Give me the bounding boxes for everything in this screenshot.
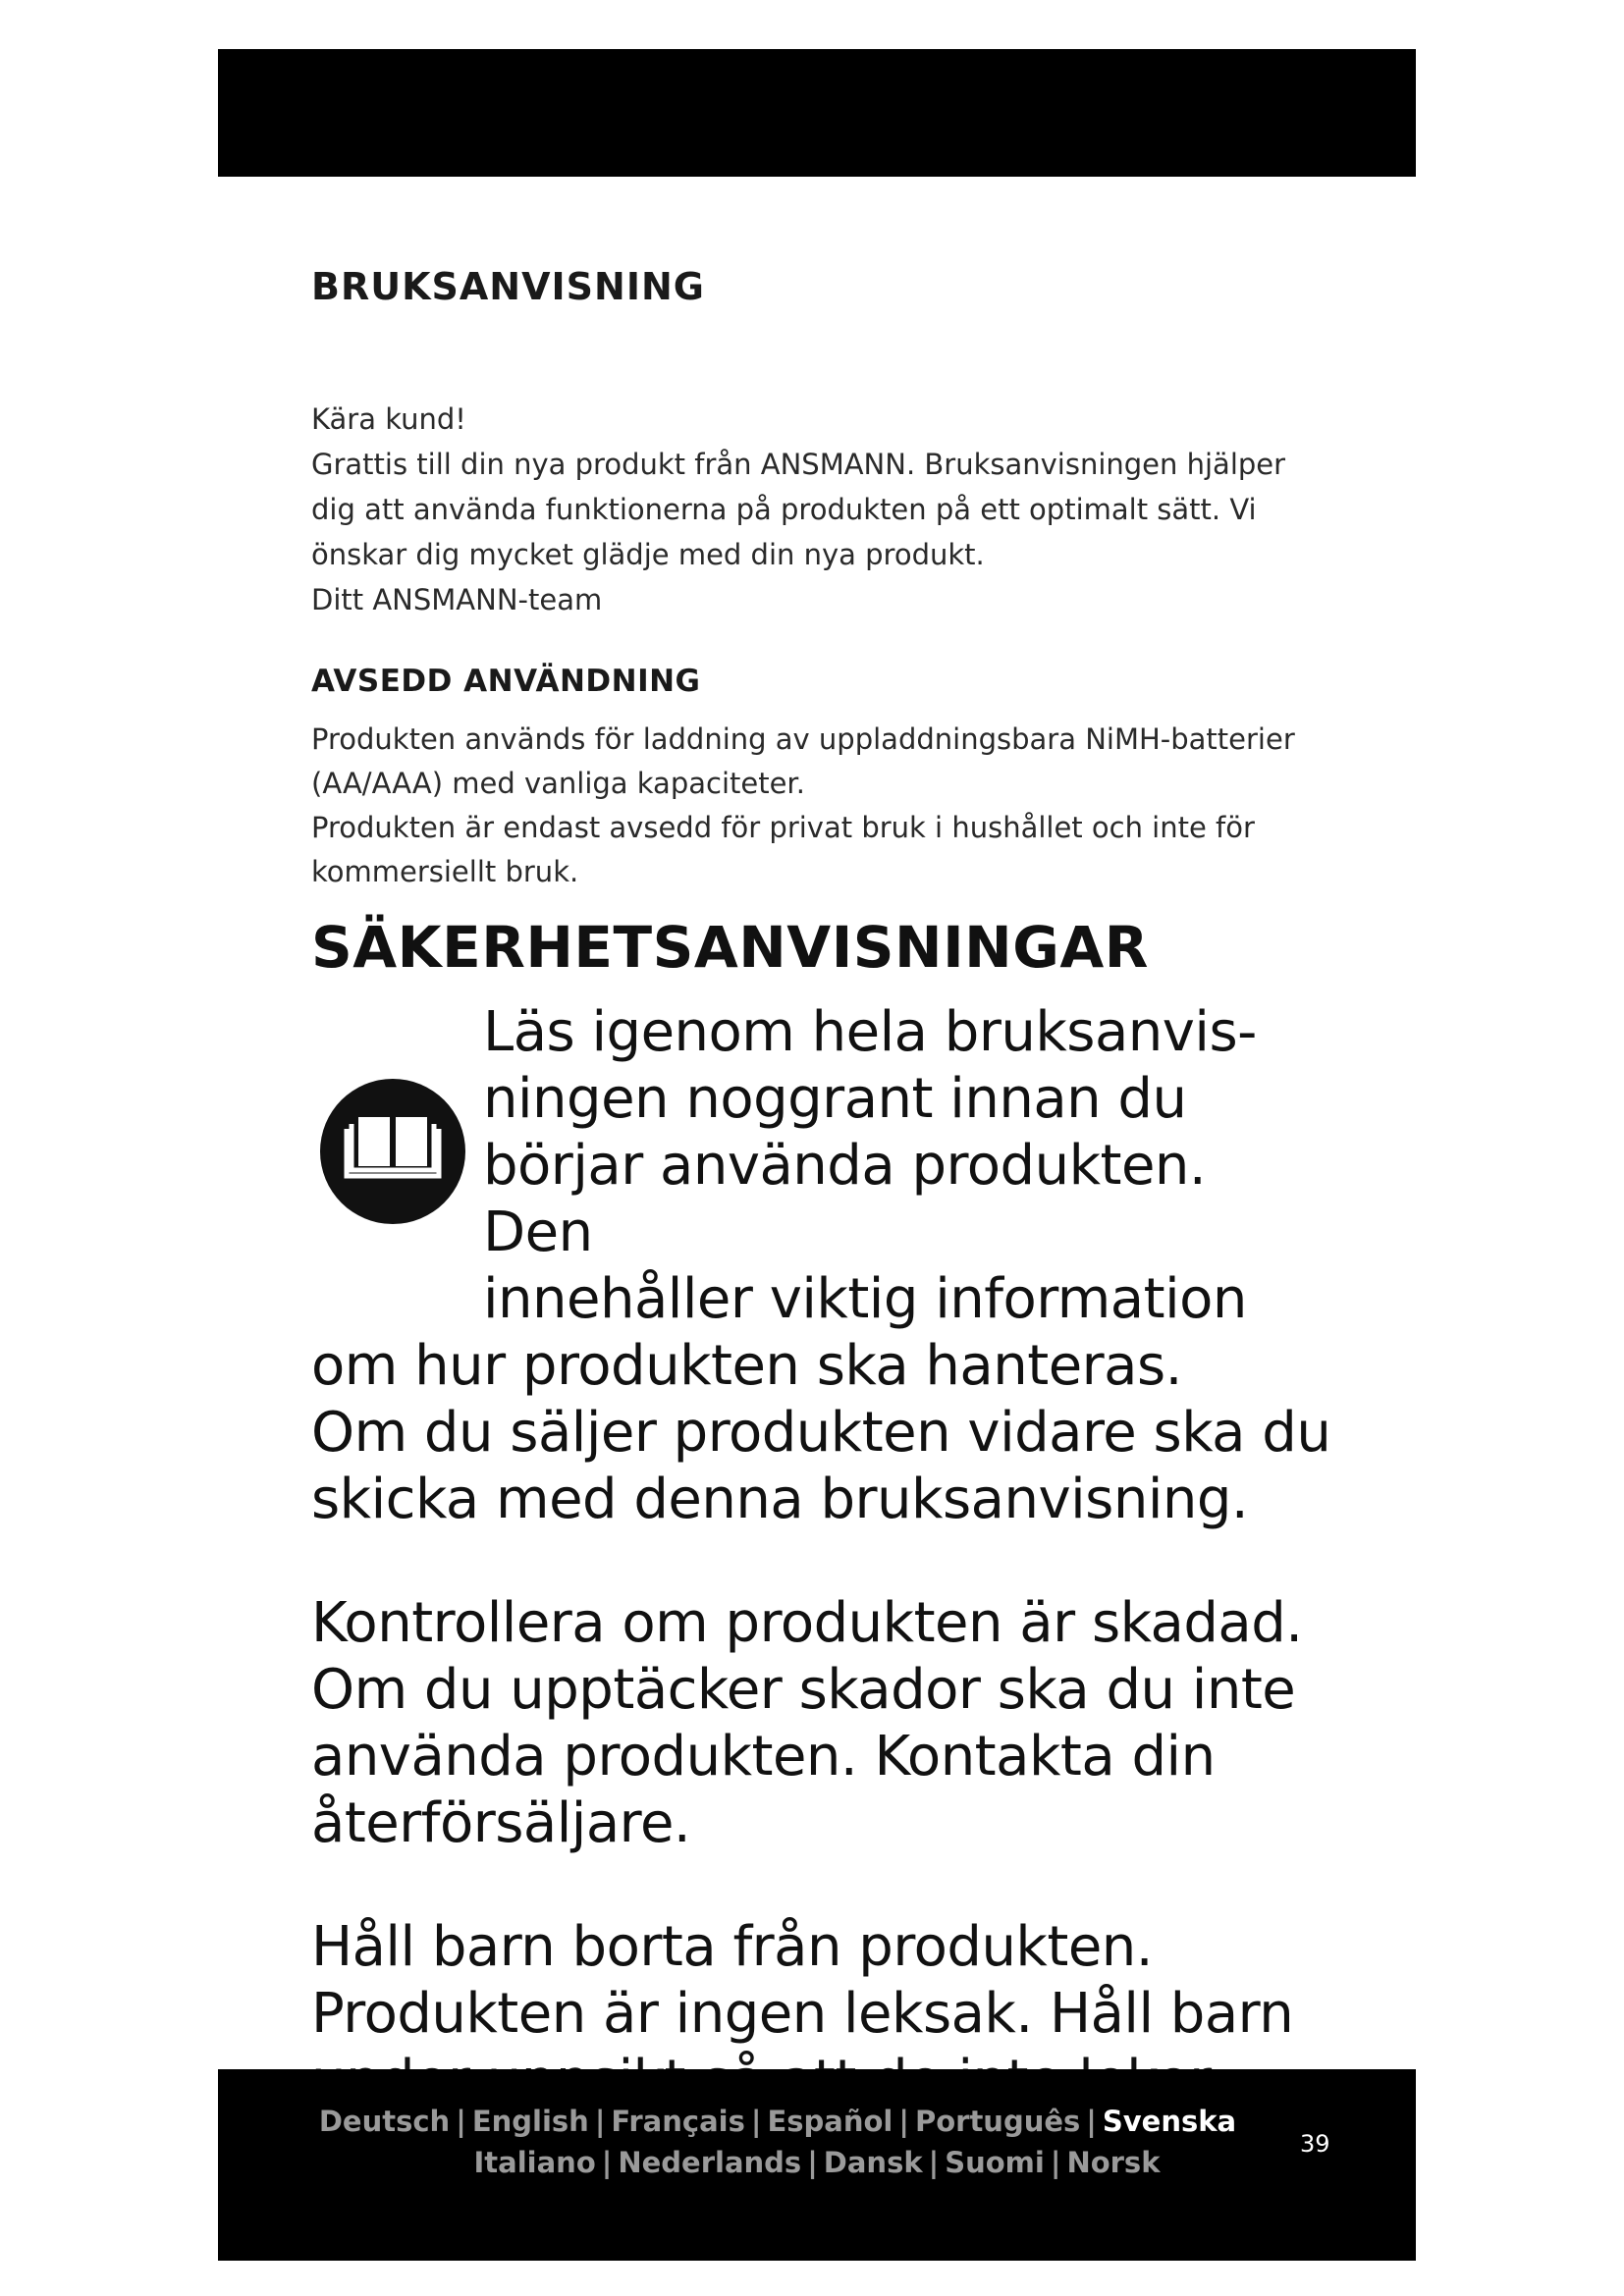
language-row-2 [218, 2142, 1416, 2183]
language-separator: | [1086, 2105, 1097, 2138]
language-link-francais[interactable]: Français [611, 2105, 745, 2138]
language-separator: | [898, 2105, 909, 2138]
language-link-dansk[interactable]: Dansk [823, 2146, 923, 2179]
page-title: BRUKSANVISNING [311, 265, 705, 308]
notice-line: innehåller viktig information [483, 1267, 1247, 1332]
book-icon [319, 1078, 466, 1225]
language-link-italiano[interactable]: Italiano [473, 2146, 596, 2179]
intro-line: önskar dig mycket glädje med din nya produkt. [311, 537, 985, 571]
notice-line: Håll barn borta från produkten. [311, 1915, 1154, 1980]
language-separator: | [807, 2146, 818, 2179]
intro-signature: Ditt ANSMANN-team [311, 582, 603, 616]
intro-section [311, 397, 1332, 622]
safety-heading: SÄKERHETSANVISNINGAR [311, 913, 1149, 981]
damage-notice [311, 1590, 1332, 1857]
read-manual-notice [311, 999, 1332, 1400]
language-separator: | [928, 2146, 940, 2179]
language-link-nederlands[interactable]: Nederlands [618, 2146, 802, 2179]
notice-line: Läs igenom hela bruksanvis- [483, 1000, 1257, 1065]
notice-line: Om du upptäcker skador ska du inte [311, 1658, 1296, 1723]
language-separator: | [594, 2105, 606, 2138]
language-separator: | [1050, 2146, 1061, 2179]
usage-line: Produkten används för laddning av uppladdningsbara NiMH-batterier [311, 721, 1295, 756]
language-link-deutsch[interactable]: Deutsch [318, 2105, 451, 2138]
page-number: 39 [1300, 2130, 1330, 2158]
page-content [311, 265, 1332, 2114]
language-separator: | [750, 2105, 762, 2138]
language-link-english[interactable]: English [471, 2105, 589, 2138]
language-separator: | [601, 2146, 613, 2179]
language-link-espanol[interactable]: Español [767, 2105, 893, 2138]
usage-line: (AA/AAA) med vanliga kapaciteter. [311, 766, 805, 800]
intro-line: Grattis till din nya produkt från ANSMANN. Bruksanvisningen hjälper [311, 447, 1286, 481]
notice-line: Kontrollera om produkten är skadad. [311, 1591, 1303, 1656]
usage-line: kommersiellt bruk. [311, 854, 579, 888]
language-selector [218, 2101, 1416, 2183]
header-bar [218, 49, 1416, 177]
intended-use-section [311, 718, 1332, 894]
notice-line: ningen noggrant innan du [483, 1067, 1187, 1132]
notice-line: Om du säljer produkten vidare ska du [311, 1401, 1331, 1466]
notice-line: Produkten är ingen leksak. Håll barn [311, 1982, 1294, 2047]
language-link-suomi[interactable]: Suomi [945, 2146, 1045, 2179]
notice-line: återförsäljare. [311, 1791, 691, 1856]
notice-line: börjar använda produkten. Den [483, 1134, 1207, 1265]
intro-greeting: Kära kund! [311, 401, 466, 436]
resale-notice [311, 1400, 1332, 1533]
intro-line: dig att använda funktionerna på produkten på ett optimalt sätt. Vi [311, 492, 1257, 526]
notice-line: skicka med denna bruksanvisning. [311, 1468, 1249, 1532]
language-separator: | [456, 2105, 466, 2138]
intended-use-heading: AVSEDD ANVÄNDNING [311, 663, 701, 699]
notice-line: använda produkten. Kontakta din [311, 1725, 1216, 1789]
notice-line: om hur produkten ska hanteras. [311, 1334, 1182, 1399]
language-link-portugues[interactable]: Português [914, 2105, 1081, 2138]
language-row-1 [139, 2101, 1416, 2142]
language-link-norsk[interactable]: Norsk [1066, 2146, 1161, 2179]
usage-line: Produkten är endast avsedd för privat bruk i hushållet och inte för [311, 810, 1255, 844]
language-link-svenska[interactable]: Svenska [1102, 2105, 1237, 2138]
